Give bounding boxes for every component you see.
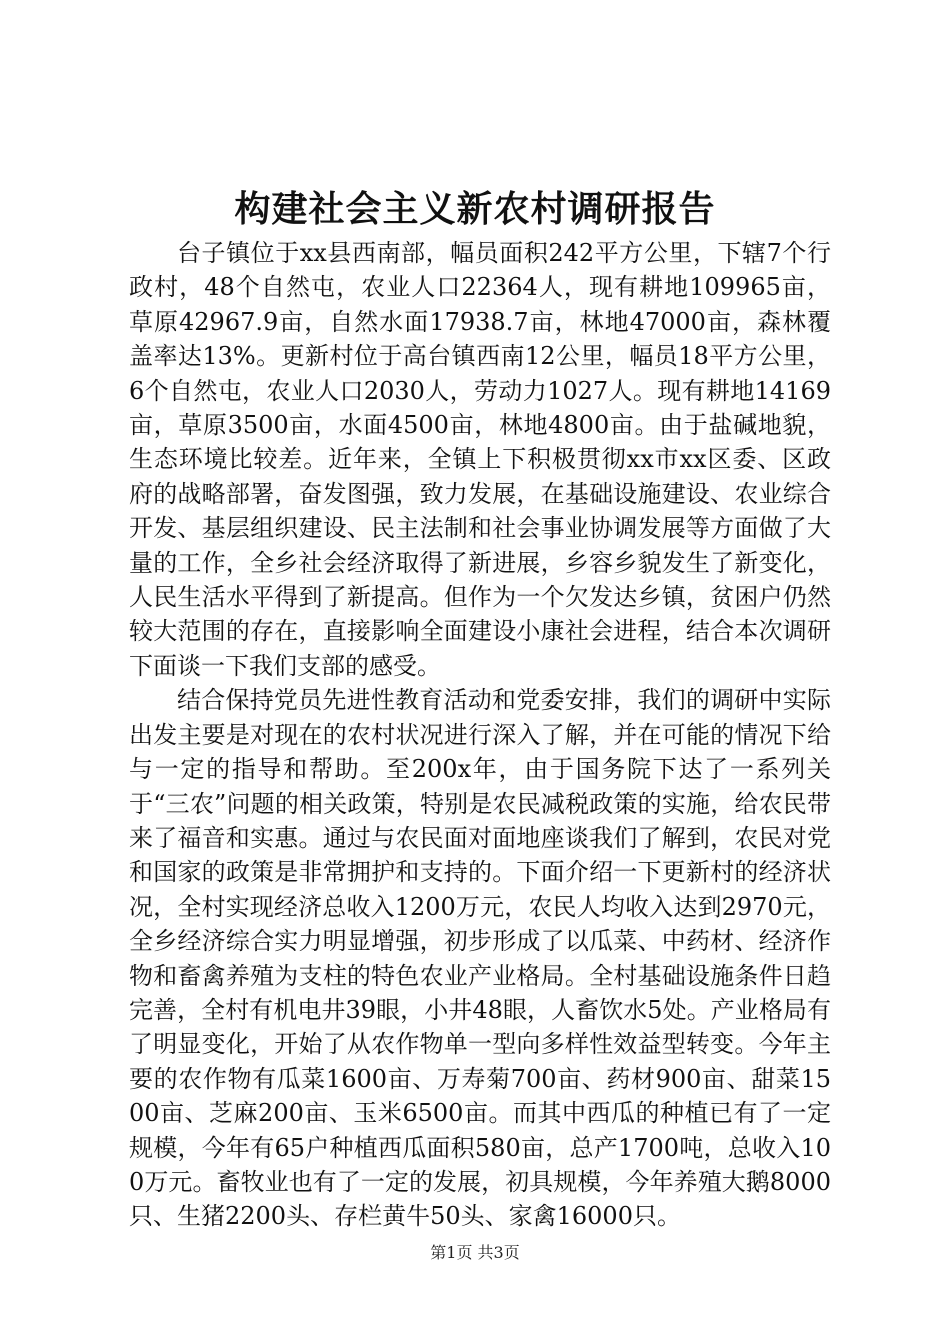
paragraph-1: 台子镇位于xx县西南部，幅员面积242平方公里，下辖7个行政村，48个自然屯，农业人口22364人，现有耕地109965亩，草原42967.9亩，自然水面17938.7亩，林地47000亩，森林覆盖率达13%。更新村位于高台镇西南12公里，幅员18平方公里，6个自然屯，农业人口2030人，劳动力1027人。现有耕地14169亩，草原3500亩，水面4500亩，林地4800亩。由于盐碱地貌，生态环境比较差。近年来，全镇上下积极贯彻xx市xx区委、区政府的战略部署，奋发图强，致力发展，在基础设施建设、农业综合开发、基层组织建设、民主法制和社会事业协调发展等方面做了大量的工作，全乡社会经济取得了新进展，乡容乡貌发生了新变化，人民生活水平得到了新提高。但作为一个欠发达乡镇，贫困户仍然较大范围的存在，直接影响全面建设小康社会进程，结合本次调研下面谈一下我们支部的感受。 <box>129 239 831 680</box>
paragraph-2: 结合保持党员先进性教育活动和党委安排，我们的调研中实际出发主要是对现在的农村状况进行深入了解，并在可能的情况下给与一定的指导和帮助。至200x年，由于国务院下达了一系列关于“三农”问题的相关政策，特别是农民减税政策的实施，给农民带来了福音和实惠。通过与农民面对面地座谈我们了解到，农民对党和国家的政策是非常拥护和支持的。下面介绍一下更新村的经济状况，全村实现经济总收入1200万元，农民人均收入达到2970元，全乡经济综合实力明显增强，初步形成了以瓜菜、中药材、经济作物和畜禽养殖为支柱的特色农业产业格局。全村基础设施条件日趋完善，全村有机电井39眼，小井48眼，人畜饮水5处。产业格局有了明显变化，开始了从农作物单一型向多样性效益型转变。今年主要的农作物有瓜菜1600亩、万寿菊700亩、药材900亩、甜菜1500亩、芝麻200亩、玉米6500亩。而其中西瓜的种植已有了一定规模，今年有65户种植西瓜面积580亩，总产1700吨，总收入100万元。畜牧业也有了一定的发展，初具规模，今年养殖大鹅8000只、生猪2200头、存栏黄牛50头、家禽16000只。 <box>129 686 831 1231</box>
document-title: 构建社会主义新农村调研报告 <box>234 188 716 230</box>
document-body <box>129 236 831 1234</box>
page-footer: 第1页 共3页 <box>430 1243 520 1262</box>
